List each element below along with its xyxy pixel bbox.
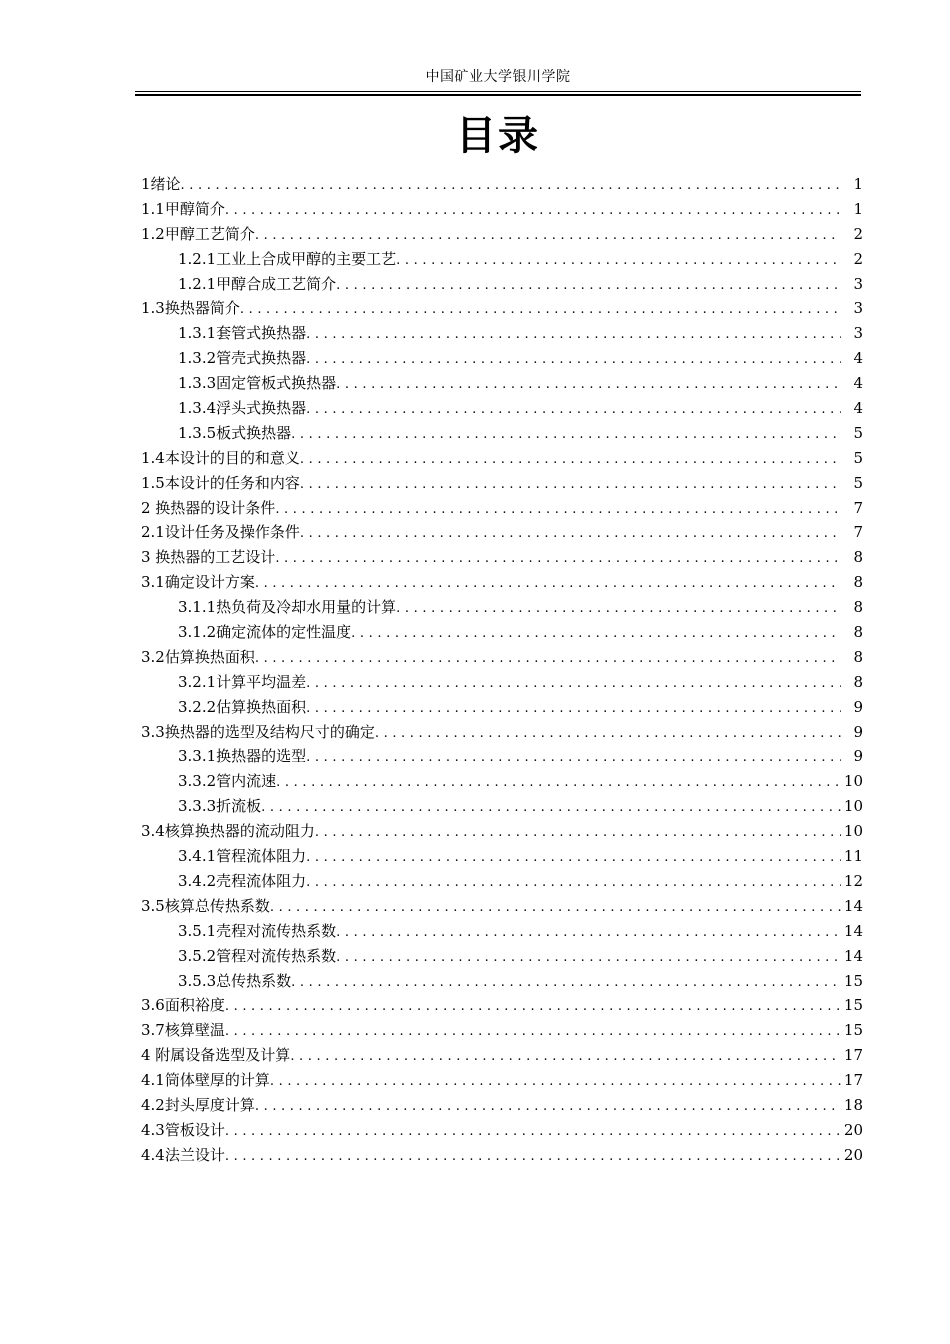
- toc-entry[interactable]: [0, 895, 950, 920]
- toc-entry-leader-line: [178, 845, 841, 869]
- toc-entry-label: 1.2.1甲醇合成工艺简介: [178, 274, 337, 293]
- toc-entry-page-number: 8: [853, 623, 863, 642]
- toc-entry[interactable]: [0, 870, 950, 895]
- toc-dot-leader: [306, 747, 841, 769]
- toc-entry[interactable]: [0, 945, 950, 970]
- toc-entry-label: 3.3.1换热器的选型: [178, 747, 307, 766]
- toc-entry[interactable]: [0, 671, 950, 696]
- toc-entry-page-number: 5: [853, 423, 863, 442]
- toc-entry[interactable]: [0, 472, 950, 497]
- toc-entry-page-number: 14: [843, 896, 863, 915]
- toc-entry-label: 1.4本设计的目的和意义: [141, 448, 300, 467]
- toc-entry-label: 1.3.5板式换热器: [178, 423, 292, 442]
- toc-dot-leader: [275, 499, 841, 521]
- toc-entry-leader-line: [141, 1144, 841, 1168]
- toc-entry-leader-line: [141, 1019, 841, 1043]
- toc-entry-label: 3.4核算换热器的流动阻力: [141, 822, 315, 841]
- toc-entry[interactable]: [0, 173, 950, 198]
- toc-entry[interactable]: [0, 297, 950, 322]
- toc-entry-page-number: 12: [843, 871, 863, 890]
- toc-dot-leader: [306, 698, 841, 720]
- toc-entry-page-number: 17: [843, 1046, 863, 1065]
- toc-dot-leader: [300, 523, 841, 545]
- toc-entry-leader-line: [178, 347, 841, 371]
- toc-dot-leader: [255, 1096, 841, 1118]
- toc-entry[interactable]: [0, 721, 950, 746]
- toc-entry-label: 4.1筒体壁厚的计算: [141, 1071, 270, 1090]
- toc-entry[interactable]: [0, 397, 950, 422]
- header-rule-thin: [135, 91, 861, 92]
- toc-entry-leader-line: [141, 472, 841, 496]
- toc-entry-label: 3.3.3折流板: [178, 797, 262, 816]
- toc-entry-label: 1.3.2管壳式换热器: [178, 349, 307, 368]
- toc-dot-leader: [336, 275, 841, 297]
- toc-dot-leader: [261, 797, 841, 819]
- toc-entry-label: 3.3换热器的选型及结构尺寸的确定: [141, 722, 375, 741]
- toc-entry[interactable]: [0, 497, 950, 522]
- toc-entry-leader-line: [141, 546, 841, 570]
- toc-entry-leader-line: [141, 173, 841, 197]
- toc-entry-label: 3 换热器的工艺设计: [141, 548, 276, 567]
- toc-entry-page-number: 20: [843, 1145, 863, 1164]
- toc-entry-label: 3.4.2壳程流体阻力: [178, 871, 307, 890]
- toc-entry[interactable]: [0, 596, 950, 621]
- toc-entry-page-number: 15: [843, 1021, 863, 1040]
- toc-entry[interactable]: [0, 820, 950, 845]
- toc-dot-leader: [255, 648, 841, 670]
- toc-entry[interactable]: [0, 273, 950, 298]
- toc-entry[interactable]: [0, 521, 950, 546]
- toc-entry-label: 1.3.3固定管板式换热器: [178, 374, 337, 393]
- toc-dot-leader: [225, 996, 841, 1018]
- toc-entry-page-number: 9: [853, 747, 863, 766]
- toc-entry-page-number: 15: [843, 971, 863, 990]
- toc-entry[interactable]: [0, 970, 950, 995]
- toc-entry[interactable]: [0, 546, 950, 571]
- toc-entry-page-number: 4: [853, 374, 863, 393]
- toc-entry-page-number: 9: [853, 722, 863, 741]
- toc-entry-page-number: 10: [843, 797, 863, 816]
- toc-entry[interactable]: [0, 1119, 950, 1144]
- toc-dot-leader: [300, 449, 841, 471]
- toc-entry-label: 2 换热器的设计条件: [141, 498, 276, 517]
- toc-dot-leader: [255, 573, 841, 595]
- toc-entry[interactable]: [0, 248, 950, 273]
- toc-entry[interactable]: [0, 1069, 950, 1094]
- toc-entry-page-number: 4: [853, 399, 863, 418]
- toc-entry-page-number: 8: [853, 672, 863, 691]
- toc-entry-page-number: 3: [853, 299, 863, 318]
- toc-entry-leader-line: [178, 671, 841, 695]
- toc-entry-label: 1.1甲醇简介: [141, 199, 225, 218]
- toc-entry[interactable]: [0, 571, 950, 596]
- toc-entry-page-number: 1: [853, 175, 863, 193]
- toc-dot-leader: [225, 1146, 841, 1168]
- table-of-contents: [0, 173, 950, 1169]
- toc-entry-leader-line: [141, 447, 841, 471]
- toc-entry-leader-line: [141, 497, 841, 521]
- toc-entry-leader-line: [141, 646, 841, 670]
- toc-entry-label: 3.5.3总传热系数: [178, 971, 292, 990]
- toc-dot-leader: [275, 548, 841, 570]
- toc-entry-page-number: 10: [843, 772, 863, 791]
- toc-dot-leader: [306, 349, 841, 371]
- toc-entry-leader-line: [141, 1069, 841, 1093]
- toc-entry-leader-line: [141, 1119, 841, 1143]
- toc-entry-label: 1.2甲醇工艺简介: [141, 224, 255, 243]
- toc-entry[interactable]: [0, 745, 950, 770]
- toc-entry[interactable]: [0, 1094, 950, 1119]
- toc-dot-leader: [225, 1021, 841, 1043]
- toc-entry-page-number: 14: [843, 921, 863, 940]
- toc-entry-label: 3.2估算换热面积: [141, 647, 255, 666]
- toc-entry[interactable]: [0, 770, 950, 795]
- toc-entry-label: 1.5本设计的任务和内容: [141, 473, 300, 492]
- toc-entry[interactable]: [0, 372, 950, 397]
- toc-dot-leader: [270, 897, 841, 919]
- toc-entry-leader-line: [141, 820, 841, 844]
- toc-entry-leader-line: [141, 721, 841, 745]
- toc-entry-leader-line: [178, 397, 841, 421]
- toc-entry-leader-line: [141, 198, 841, 222]
- toc-entry-label: 1绪论: [141, 175, 181, 193]
- toc-entry-leader-line: [178, 422, 841, 446]
- toc-entry-page-number: 20: [843, 1120, 863, 1139]
- toc-dot-leader: [306, 324, 841, 346]
- toc-entry[interactable]: [0, 646, 950, 671]
- toc-entry[interactable]: [0, 447, 950, 472]
- toc-entry-page-number: 7: [853, 498, 863, 517]
- page-header: 中国矿业大学银川学院: [425, 69, 571, 85]
- toc-entry-label: 3.5核算总传热系数: [141, 896, 270, 915]
- toc-entry[interactable]: [0, 1019, 950, 1044]
- toc-entry-label: 3.2.2估算换热面积: [178, 697, 307, 716]
- toc-entry-leader-line: [178, 795, 841, 819]
- toc-entry-page-number: 11: [843, 847, 863, 866]
- toc-entry[interactable]: [0, 1044, 950, 1069]
- toc-dot-leader: [255, 225, 841, 247]
- toc-entry[interactable]: [0, 994, 950, 1019]
- toc-entry-label: 1.2.1工业上合成甲醇的主要工艺: [178, 249, 397, 268]
- toc-entry-page-number: 17: [843, 1071, 863, 1090]
- toc-entry[interactable]: [0, 322, 950, 347]
- toc-entry-page-number: 5: [853, 448, 863, 467]
- toc-entry-page-number: 15: [843, 996, 863, 1015]
- toc-entry-leader-line: [141, 1044, 841, 1068]
- toc-dot-leader: [225, 200, 841, 222]
- toc-entry-leader-line: [141, 223, 841, 247]
- toc-entry-label: 4.4法兰设计: [141, 1145, 225, 1164]
- toc-entry-page-number: 3: [853, 274, 863, 293]
- toc-entry[interactable]: [0, 920, 950, 945]
- toc-entry[interactable]: [0, 1144, 950, 1169]
- toc-entry-label: 4 附属设备选型及计算: [141, 1046, 291, 1065]
- toc-dot-leader: [291, 424, 841, 446]
- toc-entry-page-number: 4: [853, 349, 863, 368]
- header-rule-thick: [135, 94, 861, 96]
- toc-dot-leader: [336, 947, 841, 969]
- toc-entry-leader-line: [141, 571, 841, 595]
- toc-dot-leader: [306, 847, 841, 869]
- toc-entry-leader-line: [141, 297, 841, 321]
- toc-dot-leader: [396, 598, 841, 620]
- toc-entry-leader-line: [178, 248, 841, 272]
- toc-entry-leader-line: [178, 621, 841, 645]
- toc-dot-leader: [240, 299, 841, 321]
- toc-entry-label: 4.3管板设计: [141, 1120, 225, 1139]
- toc-dot-leader: [306, 673, 841, 695]
- toc-entry-leader-line: [178, 372, 841, 396]
- toc-entry[interactable]: [0, 223, 950, 248]
- toc-entry-leader-line: [178, 696, 841, 720]
- toc-entry-leader-line: [178, 945, 841, 969]
- toc-entry-label: 1.3换热器简介: [141, 299, 240, 318]
- toc-entry[interactable]: [0, 422, 950, 447]
- toc-entry-leader-line: [141, 521, 841, 545]
- toc-entry-page-number: 14: [843, 946, 863, 965]
- toc-dot-leader: [336, 922, 841, 944]
- toc-dot-leader: [336, 374, 841, 396]
- toc-dot-leader: [396, 250, 841, 272]
- toc-entry-label: 3.2.1计算平均温差: [178, 672, 307, 691]
- toc-entry-page-number: 2: [853, 224, 863, 243]
- toc-dot-leader: [276, 772, 841, 794]
- toc-entry[interactable]: [0, 696, 950, 721]
- toc-entry-leader-line: [178, 920, 841, 944]
- toc-entry-page-number: 3: [853, 324, 863, 343]
- toc-entry-leader-line: [141, 1094, 841, 1118]
- toc-entry-page-number: 10: [843, 822, 863, 841]
- toc-entry-page-number: 1: [853, 199, 863, 218]
- toc-entry[interactable]: [0, 347, 950, 372]
- toc-title: 目录: [456, 113, 540, 159]
- toc-entry-page-number: 8: [853, 573, 863, 592]
- toc-entry-page-number: 8: [853, 647, 863, 666]
- toc-entry-label: 3.3.2管内流速: [178, 772, 277, 791]
- toc-entry-label: 2.1设计任务及操作条件: [141, 523, 300, 542]
- toc-entry-page-number: 8: [853, 548, 863, 567]
- toc-entry-label: 3.6面积裕度: [141, 996, 225, 1015]
- toc-entry-leader-line: [178, 870, 841, 894]
- toc-entry-leader-line: [178, 970, 841, 994]
- toc-dot-leader: [351, 623, 841, 645]
- toc-entry-page-number: 9: [853, 697, 863, 716]
- toc-dot-leader: [306, 872, 841, 894]
- toc-entry-label: 3.1.2确定流体的定性温度: [178, 623, 352, 642]
- toc-dot-leader: [306, 399, 841, 421]
- toc-entry-label: 3.5.1壳程对流传热系数: [178, 921, 337, 940]
- toc-entry-leader-line: [178, 273, 841, 297]
- toc-dot-leader: [270, 1071, 841, 1093]
- toc-dot-leader: [291, 972, 841, 994]
- toc-entry[interactable]: [0, 621, 950, 646]
- toc-dot-leader: [375, 723, 841, 745]
- toc-entry-leader-line: [178, 322, 841, 346]
- toc-entry-page-number: 18: [843, 1095, 863, 1114]
- toc-dot-leader: [315, 822, 841, 844]
- toc-entry-leader-line: [178, 596, 841, 620]
- toc-entry-page-number: 8: [853, 598, 863, 617]
- toc-dot-leader: [300, 474, 841, 496]
- toc-entry-label: 4.2封头厚度计算: [141, 1095, 255, 1114]
- toc-entry-leader-line: [141, 895, 841, 919]
- toc-dot-leader: [181, 175, 841, 197]
- toc-entry-label: 3.1确定设计方案: [141, 573, 255, 592]
- toc-entry[interactable]: [0, 198, 950, 223]
- toc-entry-label: 3.5.2管程对流传热系数: [178, 946, 337, 965]
- toc-entry-label: 3.1.1热负荷及冷却水用量的计算: [178, 598, 397, 617]
- toc-dot-leader: [225, 1121, 841, 1143]
- toc-entry-leader-line: [141, 994, 841, 1018]
- toc-dot-leader: [290, 1046, 841, 1068]
- toc-entry-label: 3.4.1管程流体阻力: [178, 847, 307, 866]
- toc-entry[interactable]: [0, 795, 950, 820]
- toc-entry-leader-line: [178, 745, 841, 769]
- toc-entry-leader-line: [178, 770, 841, 794]
- toc-entry-label: 1.3.4浮头式换热器: [178, 399, 307, 418]
- toc-entry-page-number: 5: [853, 473, 863, 492]
- toc-entry-label: 3.7核算壁温: [141, 1021, 225, 1040]
- toc-entry-page-number: 2: [853, 249, 863, 268]
- toc-entry[interactable]: [0, 845, 950, 870]
- toc-entry-page-number: 7: [853, 523, 863, 542]
- toc-entry-label: 1.3.1套管式换热器: [178, 324, 307, 343]
